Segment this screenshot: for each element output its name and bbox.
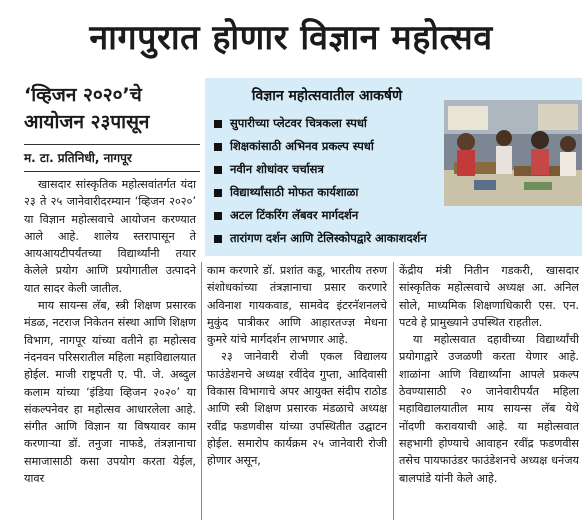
exhibition-photo	[444, 100, 582, 206]
square-bullet-icon	[214, 143, 222, 151]
highlights-list	[214, 112, 444, 250]
list-item	[214, 135, 444, 158]
article-column-1	[24, 176, 196, 516]
square-bullet-icon	[214, 166, 222, 174]
byline: म. टा. प्रतिनिधी, नागपूर	[24, 151, 132, 165]
subheadline-line-2: आयोजन २३पासून	[24, 111, 150, 133]
list-item-text: सुपारीच्या प्लेटवर चित्रकला स्पर्धा	[230, 116, 367, 130]
list-item-text: विद्यार्थ्यांसाठी मोफत कार्यशाळा	[230, 185, 359, 199]
article-column-2	[207, 262, 387, 520]
list-item	[214, 181, 444, 204]
column-divider	[201, 262, 202, 520]
article-paragraph: २३ जानेवारी रोजी एकल विद्यालय फाउंडेशनचे अध्यक्ष रवींदेव गुप्ता, आदिवासी विकास विभागाचे अपर आयुक्त संदीप राठोड आणि स्त्री शिक्षण प्रसारक मंडळाचे अध्यक्ष रवींद्र फडणवीस यांच्या उपस्थितीत उद्घाटन होईल. समारोप कार्यक्रम २५ जानेवारी रोजी होणार असून,	[207, 350, 387, 468]
subheadline-line-1: ‘व्हिजन २०२०’चे	[24, 84, 142, 106]
headline: नागपुरात होणार विज्ञान महोत्सव	[89, 18, 493, 58]
subhead-divider	[24, 144, 200, 145]
subheadline	[24, 82, 192, 140]
article-paragraph: खासदार सांस्कृतिक महोत्सवांतर्गत यंदा २३ ते २५ जानेवारीदरम्यान ‘व्हिजन २०२०’ या विज्ञान महोत्सवाचे आयोजन करण्यात आले आहे. शालेय स्तरापासून ते आयआयटीपर्यंतच्या विद्यार्थ्यांनी तयार केलेले प्रयोग आणि प्रयोगातील उत्पादने यात सादर केली जातील.	[24, 178, 196, 295]
article-paragraph: काम करणारे डॉ. प्रशांत कडू, भारतीय तरुण संशोधकांच्या तंत्रज्ञानाचा प्रसार करणारे अविनाश गायकवाड, सामवेद इंटरनॅशनलचे मुकुंद पात्रीकर आणि आहारतज्ज्ञ मेधना कुमरे यांचे मार्गदर्शन लाभणार आहे.	[207, 264, 387, 347]
article-column-3	[399, 262, 579, 520]
list-item-text: अटल टिंकरिंग लॅबवर मार्गदर्शन	[230, 208, 359, 222]
square-bullet-icon	[214, 235, 222, 243]
highlights-title: विज्ञान महोत्सवातील आकर्षणे	[251, 88, 403, 104]
list-item-text: नवीन शोधांवर चर्चासत्र	[230, 162, 324, 176]
square-bullet-icon	[214, 120, 222, 128]
square-bullet-icon	[214, 212, 222, 220]
article-paragraph: माय सायन्स लॅब, स्त्री शिक्षण प्रसारक मंडळ, नटराज निकेतन संस्था आणि शिक्षण विभाग, नागपूर यांच्या वतीने हा महोत्सव नंदनवन परिसरातील महिला महाविद्यालयात होईल. माजी राष्ट्रपती ए. पी. जे. अब्दुल कलाम यांच्या ‘इंडिया व्हिजन २०२०’ या संकल्पनेवर हा महोत्सव आधारलेला आहे. संगीत आणि विज्ञान या विषयावर काम करणाऱ्या डॉ. तनुजा नाफडे, तंत्रज्ञानाचा समाजासाठी कसा उपयोग करता येईल, यावर	[24, 299, 196, 486]
article-paragraph: केंद्रीय मंत्री नितीन गडकरी, खासदार सांस्कृतिक महोत्सवाचे अध्यक्ष आ. अनिल सोले, माध्यमिक शिक्षणाधिकारी एस. एन. पटवे हे प्रामुख्याने उपस्थित राहतील.	[399, 264, 579, 329]
square-bullet-icon	[214, 189, 222, 197]
list-item	[214, 112, 444, 135]
column-divider	[393, 262, 394, 520]
exhibition-photo-illustration	[444, 100, 582, 206]
list-item-text: शिक्षकांसाठी अभिनव प्रकल्प स्पर्धा	[230, 139, 374, 153]
list-item	[214, 204, 444, 227]
list-item-text: तारांगण दर्शन आणि टेलिस्कोपद्वारे आकाशदर्शन	[230, 231, 427, 245]
list-item	[214, 158, 444, 181]
byline-divider	[24, 171, 200, 172]
list-item	[214, 227, 444, 250]
article-paragraph: या महोत्सवात दहावीच्या विद्यार्थ्यांची प्रयोगाद्वारे उजळणी करता येणार आहे. शाळांना आणि विद्यार्थ्यांना आपले प्रकल्प ठेवण्यासाठी २० जानेवारीपर्यंत महिला महाविद्यालयातील माय सायन्स लॅब येथे नोंदणी करावयाची आहे. या महोत्सवात सहभागी होण्याचे आवाहन रवींद्र फडणवीस तसेच पायफाउंडर फाउंडेशनचे अध्यक्ष धनंजय बालपांडे यांनी केले आहे.	[399, 333, 579, 485]
